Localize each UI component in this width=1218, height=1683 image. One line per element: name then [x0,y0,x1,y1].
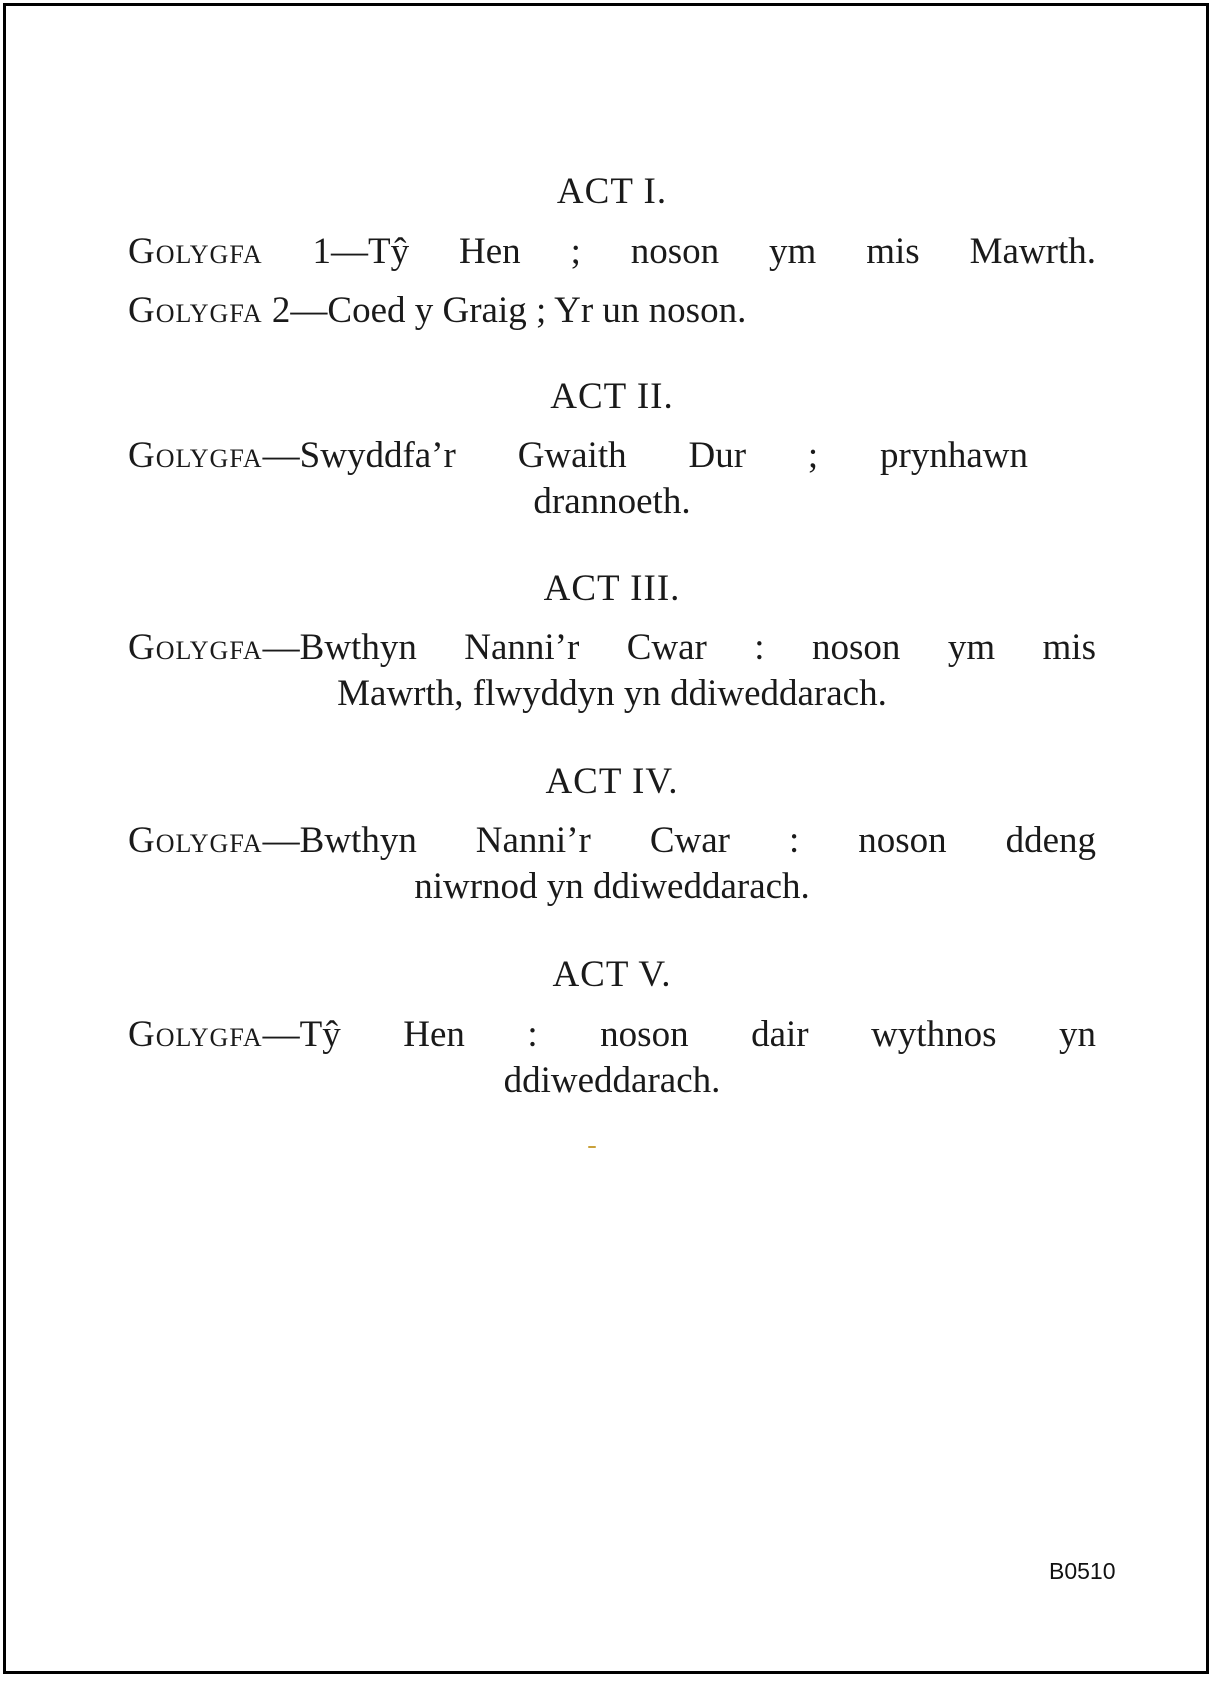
scene-line [128,229,1096,275]
scene-continuation: Mawrth, flwyddyn yn ddiweddarach. [337,673,887,714]
scene-continuation: ddiweddarach. [503,1060,721,1101]
scene-description: 2—Coed y Graig ; Yr un noson. [262,290,747,331]
scene-line [128,818,1096,864]
scene-label: Golygfa [128,627,263,668]
act-1-heading: ACT I. [556,171,668,212]
act-5-heading: ACT V. [552,954,672,995]
scene-description: —Tŷ Hen : noson dair wythnos yn [262,1014,1096,1055]
act-4-heading: ACT IV. [545,761,679,802]
scene-list [128,0,1096,1683]
scene-description: —Bwthyn Nanni’r Cwar : noson ddeng [262,820,1096,861]
act-5-scene [128,1012,1096,1104]
scene-label: Golygfa [128,231,263,272]
act-3-heading: ACT III. [543,568,681,609]
scene-continuation: niwrnod yn ddiweddarach. [414,866,810,907]
act-3-scene [128,625,1096,717]
scene-line [128,288,1096,334]
catalog-code: B0510 [1049,1558,1116,1584]
scene-line [128,1012,1096,1058]
scene-label: Golygfa [128,1014,263,1055]
scene-description: —Swyddfa’r Gwaith Dur ; prynhawn [262,435,1028,476]
act-2-heading: ACT II. [550,376,674,417]
act-2-scene [128,433,1096,525]
scene-description: 1—Tŷ Hen ; noson ym mis Mawrth. [262,231,1096,272]
scene-line [128,625,1096,671]
scene-label: Golygfa [128,820,263,861]
act-1-scene-2 [128,288,1096,334]
scene-description: —Bwthyn Nanni’r Cwar : noson ym mis [262,627,1096,668]
scene-label: Golygfa [128,435,263,476]
scene-line [128,433,1028,479]
scene-continuation: drannoeth. [533,481,691,522]
paper-speck [588,1146,596,1148]
scene-label: Golygfa [128,290,263,331]
act-1-scene-1 [128,229,1096,275]
act-4-scene [128,818,1096,910]
